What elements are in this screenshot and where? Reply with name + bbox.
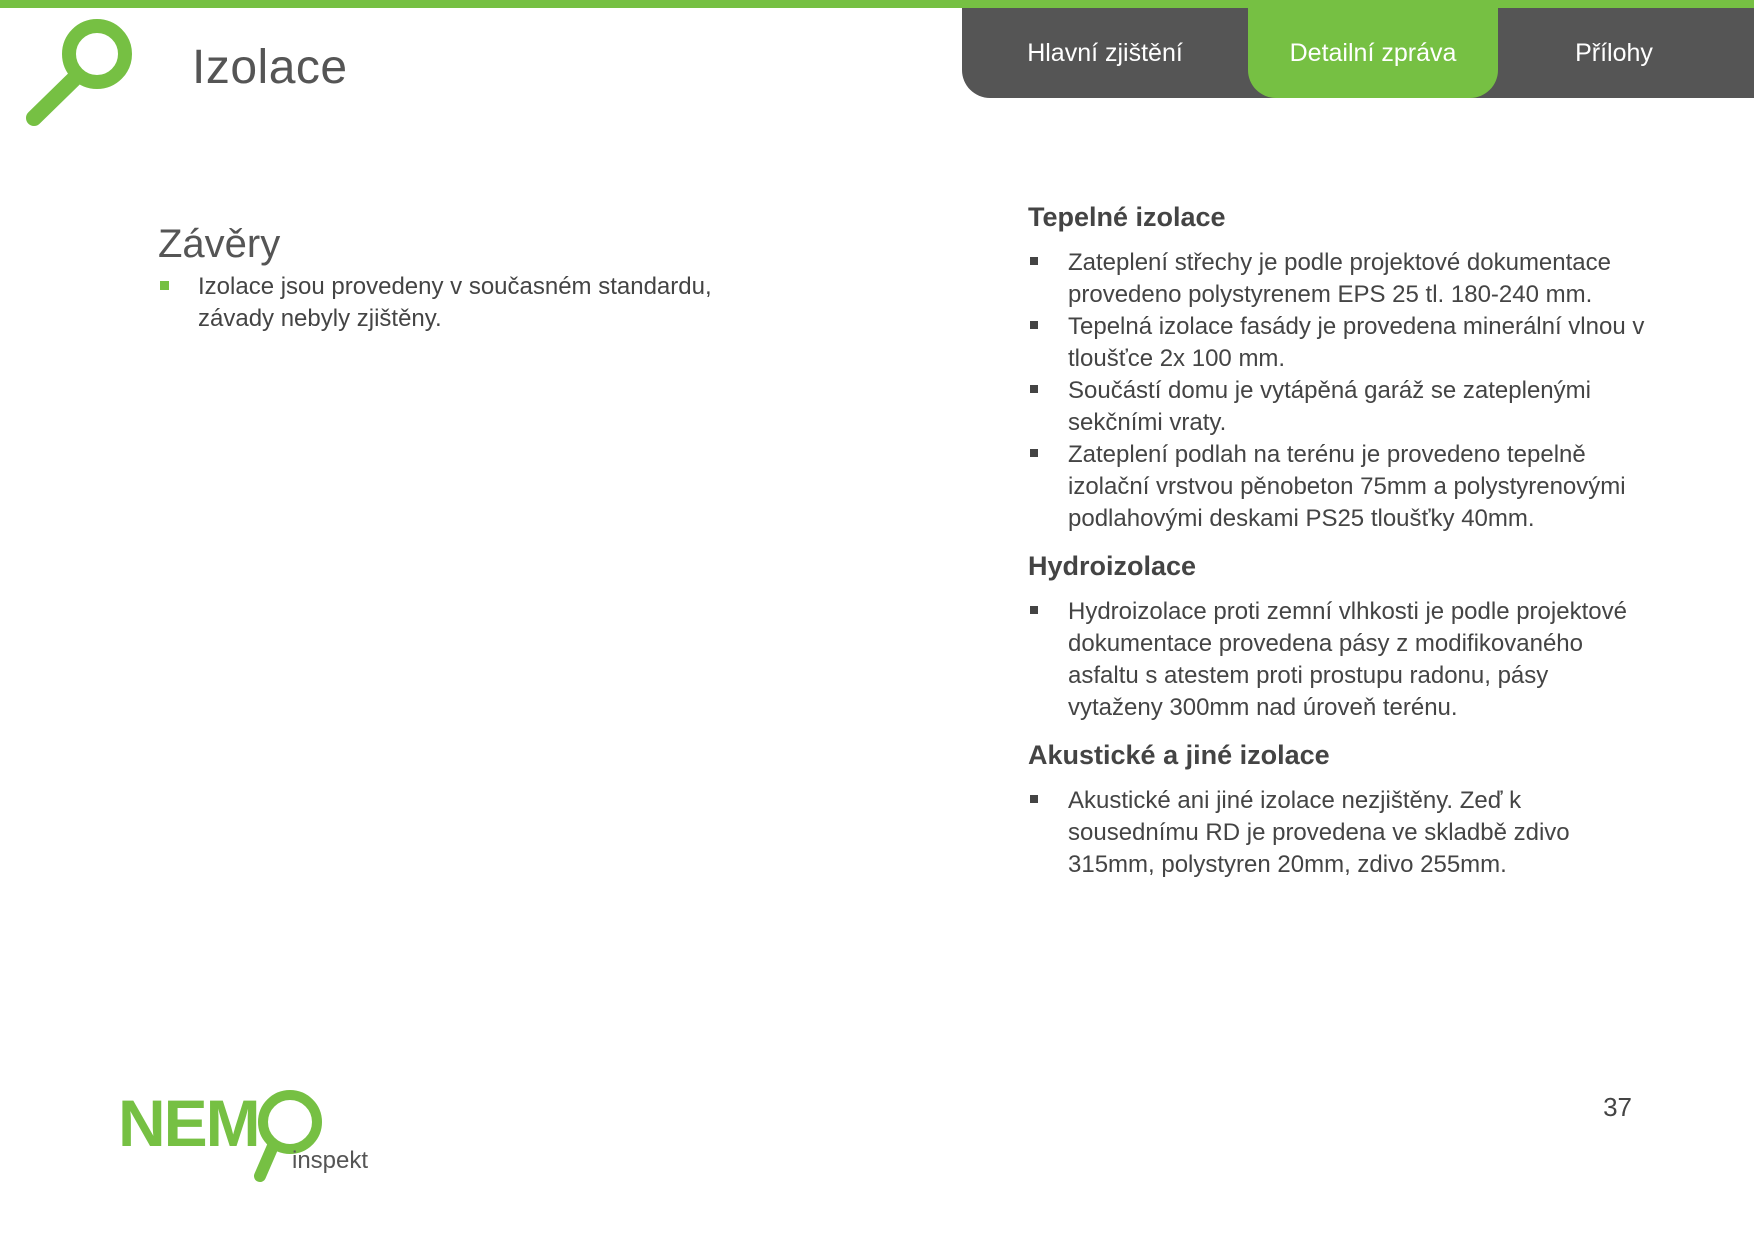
page-number: 37 [1603,1092,1632,1122]
section-thermal-insulation [1028,202,1648,535]
section-heading: Akustické a jiné izolace [1028,740,1330,770]
conclusions-list [158,271,718,335]
list-item: Hydroizolace proti zemní vlhkosti je podle projektové dokumentace provedena pásy z modifikovaného asfaltu s atestem proti prostupu radonu, pásy vytaženy 300mm nad úroveň terénu. [1028,596,1648,724]
section-acoustic-insulation [1028,740,1648,881]
details-panel [1028,202,1648,897]
tab-detailni-zprava[interactable]: Detailní zpráva [1248,8,1498,98]
nemo-inspekt-logo [118,1084,378,1194]
bullet-list [1028,247,1648,535]
conclusions-heading: Závěry [158,222,281,266]
list-item: Izolace jsou provedeny v současném standardu, závady nebyly zjištěny. [158,271,718,335]
section-heading: Hydroizolace [1028,551,1197,581]
tab-prilohy[interactable]: Přílohy [1575,39,1653,67]
bullet-list [1028,596,1648,724]
tab-hlavni-zjisteni[interactable]: Hlavní zjištění [1027,39,1183,67]
list-item: Tepelná izolace fasády je provedena minerální vlnou v tloušťce 2x 100 mm. [1028,311,1648,375]
conclusions-panel [158,222,718,335]
section-waterproofing [1028,551,1648,724]
logo-subtext: inspekt [292,1147,369,1174]
bullet-list [1028,785,1648,881]
section-heading: Tepelné izolace [1028,202,1226,232]
top-accent-strip [0,0,1754,8]
list-item: Zateplení podlah na terénu je provedeno tepelně izolační vrstvou pěnobeton 75mm a polystyrenovými podlahovými deskami PS25 tloušťky 40mm. [1028,439,1648,535]
list-item: Zateplení střechy je podle projektové dokumentace provedeno polystyrenem EPS 25 tl. 180-240 mm. [1028,247,1648,311]
page-title: Izolace [192,41,348,94]
top-navigation [962,8,1754,98]
magnifier-icon [22,16,152,146]
logo-word: NEM [118,1086,259,1160]
list-item: Akustické ani jiné izolace nezjištěny. Zeď k sousednímu RD je provedena ve skladbě zdivo 315mm, polystyren 20mm, zdivo 255mm. [1028,785,1648,881]
list-item: Součástí domu je vytápěná garáž se zateplenými sekčními vraty. [1028,375,1648,439]
